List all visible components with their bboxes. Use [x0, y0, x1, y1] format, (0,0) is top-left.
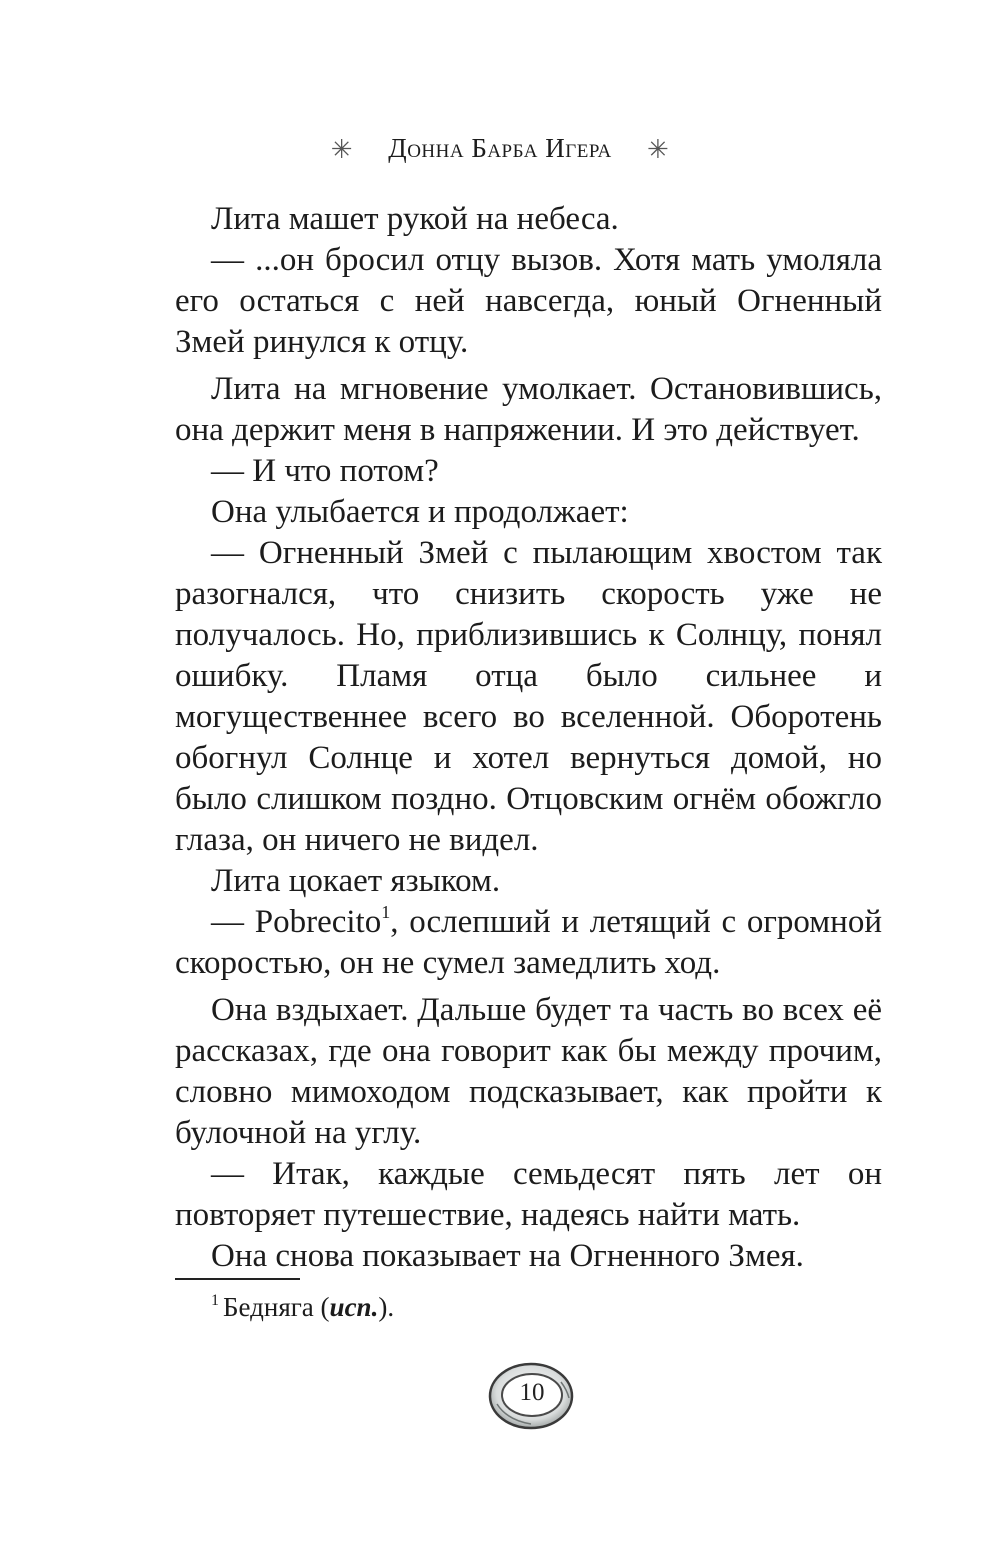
- running-header-title: Донна Барба Игера: [388, 133, 612, 163]
- running-header: [0, 128, 1000, 169]
- page-number: 10: [519, 1379, 545, 1406]
- paragraph: Она улыбается и продолжает:: [211, 494, 629, 530]
- paragraph: Лита на мгновение умолкает. Остановившись, она держит меня в напряжении. И это действует.: [175, 371, 882, 448]
- footnote-close: ).: [378, 1292, 395, 1322]
- asterisk-ornament-left-icon: ✳: [330, 135, 354, 164]
- footnote-ref: 1: [381, 902, 391, 922]
- footnote-number: 1: [211, 1292, 219, 1309]
- paragraph-with-footnote-ref: [175, 902, 882, 984]
- footnote-abbr: исп.: [329, 1292, 379, 1322]
- foreign-word: Pobrecito: [254, 904, 382, 940]
- paragraph: — И что потом?: [211, 453, 439, 489]
- asterisk-ornament-right-icon: ✳: [646, 135, 670, 164]
- body-text: [175, 199, 882, 1277]
- paragraph: Лита цокает языком.: [211, 863, 501, 899]
- dash: —: [211, 904, 255, 940]
- footnote: [211, 1291, 394, 1323]
- paragraph: — Итак, каждые семьдесят пять лет он повторяет путешествие, надеясь найти мать.: [175, 1156, 882, 1233]
- paragraph: Она вздыхает. Дальше будет та часть во всех её рассказах, где она говорит как бы между прочим, словно мимоходом подсказывает, как пройти к булочной на углу.: [175, 992, 882, 1151]
- paragraph: — ...он бросил отцу вызов. Хотя мать умоляла его остаться с ней навсегда, юный Огненный Змей ринулся к отцу.: [175, 242, 882, 360]
- paragraph-rest: , ослепший и летящий с огромной скоростью, он не сумел замедлить ход.: [175, 904, 883, 981]
- page-number-badge: [487, 1360, 577, 1432]
- paragraph: Она снова показывает на Огненного Змея.: [211, 1238, 804, 1274]
- footnote-rule: [175, 1278, 300, 1280]
- paragraph: Лита машет рукой на небеса.: [211, 201, 619, 237]
- paragraph: — Огненный Змей с пылающим хвостом так разогнался, что снизить скорость уже не получалось. Но, приблизившись к Солнцу, понял ошибку. Пламя отца было сильнее и могущественнее всего во вселенной. Оборотень обогнул Солнце и хотел вернуться домой, но было слишком поздно. Отцовским огнём обожгло глаза, он ничего не видел.: [175, 535, 882, 858]
- footnote-text: Бедняга (: [223, 1292, 330, 1322]
